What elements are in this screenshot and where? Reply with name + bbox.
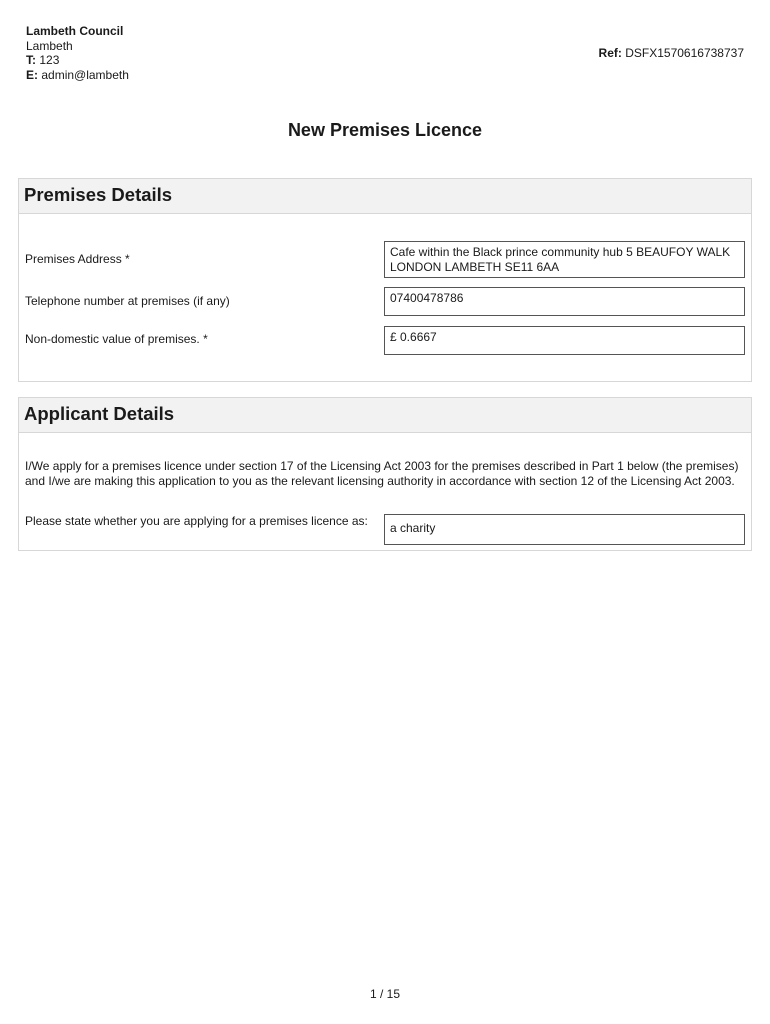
phone-label: T: — [26, 53, 36, 67]
page-title: New Premises Licence — [287, 120, 483, 140]
organisation-name: Lambeth Council — [26, 24, 124, 38]
non-domestic-value-field[interactable]: £ 0.6667 — [384, 326, 745, 355]
reference-label: Ref: — [598, 46, 622, 60]
email-value: admin@lambeth — [41, 67, 129, 82]
premises-details-section — [18, 178, 752, 382]
applicant-details-section — [18, 397, 752, 551]
non-domestic-value-label: Non-domestic value of premises. * — [25, 332, 208, 346]
organisation-locality: Lambeth — [26, 38, 73, 53]
organisation-block — [26, 24, 129, 82]
applicant-type-label: Please state whether you are applying for a premises licence as: — [25, 514, 368, 528]
organisation-phone — [26, 53, 129, 68]
premises-address-label: Premises Address * — [25, 252, 130, 266]
reference — [599, 46, 744, 60]
premises-telephone-field[interactable]: 07400478786 — [384, 287, 745, 316]
organisation-email — [26, 68, 129, 83]
phone-value: 123 — [39, 53, 60, 67]
applicant-details-heading: Applicant Details — [19, 398, 751, 433]
applicant-statement: I/We apply for a premises licence under section 17 of the Licensing Act 2003 for the premises described in Part 1 below (the premises) and I/we are making this application to you as the relevant licensing authority in accordance with section 12 of the Licensing Act 2003. — [25, 459, 739, 488]
applicant-type-field[interactable]: a charity — [384, 514, 745, 545]
reference-value: DSFX1570616738737 — [625, 46, 744, 60]
email-label: E: — [26, 67, 38, 82]
page-number: 1 / 15 — [369, 987, 401, 1001]
premises-details-heading: Premises Details — [19, 179, 751, 214]
premises-telephone-label: Telephone number at premises (if any) — [25, 294, 230, 308]
premises-address-field[interactable]: Cafe within the Black prince community hub 5 BEAUFOY WALK LONDON LAMBETH SE11 6AA — [384, 241, 745, 278]
